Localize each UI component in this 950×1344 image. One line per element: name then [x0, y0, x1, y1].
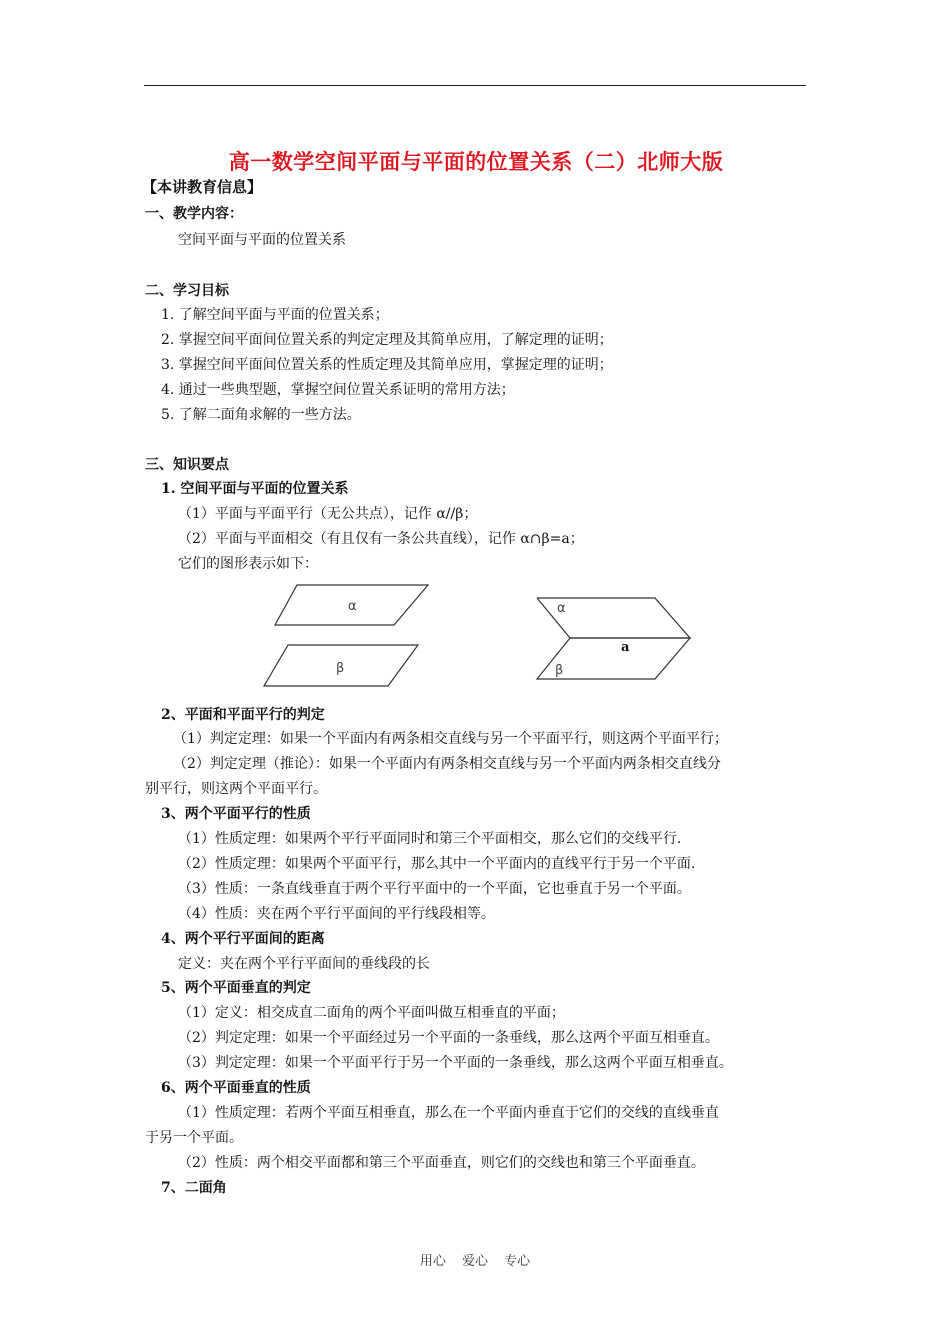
page-footer	[0, 1250, 950, 1269]
document-title: 高一数学空间平面与平面的位置关系（二）北师大版	[228, 149, 724, 174]
goal-item: 4. 通过一些典型题，掌握空间位置关系证明的常用方法；	[161, 382, 515, 398]
beta-label: β	[555, 663, 564, 678]
point-item: （2）判定定理（推论）：如果一个平面内有两条相交直线与另一个平面内两条相交直线分	[173, 756, 721, 772]
goal-item: 1. 了解空间平面与平面的位置关系；	[161, 307, 389, 323]
intersecting-planes-figure	[530, 592, 700, 684]
beta-label: β	[336, 661, 345, 676]
point-item: （1）性质定理：如果两个平行平面同时和第三个平面相交，那么它们的交线平行.	[178, 831, 682, 847]
footer-text: 用心	[419, 1254, 446, 1269]
point-item: （1）定义：相交成直二面角的两个平面叫做互相垂直的平面；	[178, 1005, 565, 1021]
point-item: （1）平面与平面平行（无公共点），记作 α//β；	[178, 506, 478, 522]
point-title: 6、两个平面垂直的性质	[161, 1080, 311, 1096]
section-heading-knowledge: 三、知识要点	[145, 457, 229, 473]
point-title: 2、平面和平面平行的判定	[161, 707, 325, 723]
footer-text: 爱心	[461, 1254, 488, 1269]
alpha-label: α	[557, 601, 566, 616]
point-item: （2）平面与平面相交（有且仅有一条公共直线），记作 α∩β=a；	[178, 531, 584, 547]
header-rule	[144, 85, 806, 86]
goal-item: 3. 掌握空间平面间位置关系的性质定理及其简单应用，掌握定理的证明；	[161, 357, 613, 373]
content-text: 空间平面与平面的位置关系	[178, 232, 346, 248]
parallel-planes-figure	[258, 580, 438, 692]
point-item: 于另一个平面。	[145, 1130, 243, 1146]
point-item: （3）判定定理：如果一个平面平行于另一个平面的一条垂线，那么这两个平面互相垂直。	[178, 1055, 733, 1071]
point-item: （1）性质定理：若两个平面互相垂直，那么在一个平面内垂直于它们的交线的直线垂直	[178, 1105, 719, 1121]
point-title: 7、二面角	[161, 1180, 227, 1196]
figure-caption: 它们的图形表示如下：	[178, 556, 318, 572]
section-heading-content: 一、教学内容：	[145, 206, 243, 222]
point-item: （4）性质：夹在两个平行平面间的平行线段相等。	[178, 906, 495, 922]
point-title: 4、两个平行平面间的距离	[161, 931, 325, 947]
point-item: 定义：夹在两个平行平面间的垂线段的长	[178, 956, 430, 972]
point-title: 3、两个平面平行的性质	[161, 806, 311, 822]
footer-text: 专心	[504, 1254, 531, 1269]
intersection-line-label: a	[621, 640, 630, 655]
point-title: 5、两个平面垂直的判定	[161, 980, 311, 996]
point-title: 1. 空间平面与平面的位置关系	[161, 481, 349, 497]
point-item: （2）判定定理：如果一个平面经过另一个平面的一条垂线，那么这两个平面互相垂直。	[178, 1030, 719, 1046]
point-item: （2）性质：两个相交平面都和第三个平面垂直，则它们的交线也和第三个平面垂直。	[178, 1155, 705, 1171]
section-heading-goals: 二、学习目标	[145, 283, 229, 299]
point-item: （2）性质定理：如果两个平面平行，那么其中一个平面内的直线平行于另一个平面.	[178, 856, 696, 872]
info-banner: 【本讲教育信息】	[142, 178, 263, 196]
point-item: （1）判定定理：如果一个平面内有两条相交直线与另一个平面平行，则这两个平面平行；	[173, 731, 728, 747]
alpha-label: α	[348, 599, 357, 614]
goal-item: 2. 掌握空间平面间位置关系的判定定理及其简单应用，了解定理的证明；	[161, 332, 613, 348]
point-item: （3）性质：一条直线垂直于两个平行平面中的一个平面，它也垂直于另一个平面。	[178, 881, 691, 897]
point-item: 别平行，则这两个平面平行。	[145, 781, 327, 797]
goal-item: 5. 了解二面角求解的一些方法。	[161, 407, 361, 423]
